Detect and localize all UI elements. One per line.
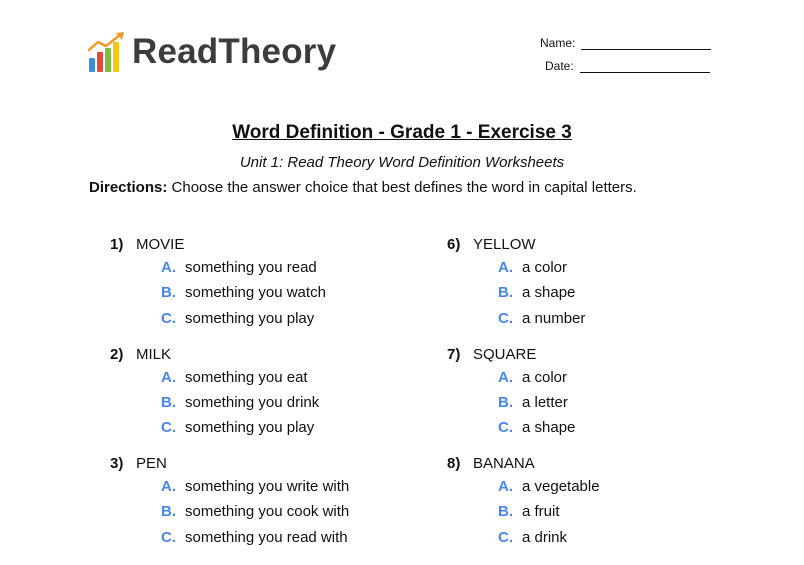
choice-letter: A.	[161, 259, 176, 276]
choice-text: a drink	[522, 528, 568, 546]
choice-letter: C.	[161, 528, 176, 546]
questions-right-column	[447, 236, 747, 565]
question-number: 6)	[447, 236, 461, 253]
choice-letter: C.	[161, 309, 176, 327]
question-number: 8)	[447, 455, 461, 472]
date-label: Date:	[545, 59, 574, 73]
choice-text: something you play	[185, 309, 315, 327]
question-word: BANANA	[473, 455, 535, 472]
choice-text: a letter	[522, 393, 568, 411]
choice-text: something you eat	[185, 368, 308, 386]
question-number: 1)	[110, 236, 124, 253]
question-6	[447, 236, 747, 346]
question-number: 7)	[447, 345, 461, 363]
question-word: MILK	[136, 345, 172, 363]
choice-letter: A.	[498, 478, 513, 495]
choice-c	[110, 310, 410, 335]
choice-text: a vegetable	[522, 478, 600, 495]
logo-bar-red	[97, 52, 103, 72]
question-word: PEN	[136, 455, 167, 472]
choice-letter: B.	[498, 503, 513, 521]
choice-a	[110, 369, 410, 394]
question-number: 2)	[110, 345, 124, 363]
choice-text: something you cook with	[185, 503, 350, 521]
date-field	[545, 59, 710, 73]
directions-label: Directions:	[89, 179, 168, 196]
choice-text: something you play	[185, 419, 315, 437]
choice-letter: B.	[161, 284, 176, 302]
question-word: MOVIE	[136, 236, 185, 253]
choice-b	[447, 503, 747, 528]
choice-letter: B.	[498, 393, 513, 411]
choice-text: something you watch	[185, 284, 326, 302]
choice-letter: A.	[498, 259, 513, 276]
choice-letter: C.	[498, 528, 513, 546]
choice-b	[447, 284, 747, 309]
question-number: 3)	[110, 455, 124, 472]
choice-letter: C.	[161, 419, 176, 437]
choice-text: a color	[522, 259, 568, 276]
choice-b	[447, 394, 747, 419]
worksheet-title: Word Definition - Grade 1 - Exercise 3	[232, 122, 572, 143]
choice-b	[110, 503, 410, 528]
choice-a	[447, 369, 747, 394]
questions-left-column	[110, 236, 410, 565]
choice-text: something you read	[185, 259, 317, 276]
worksheet-subtitle: Unit 1: Read Theory Word Definition Worksheets	[239, 154, 565, 171]
name-label: Name:	[540, 36, 576, 50]
choice-text: a shape	[522, 419, 576, 437]
choice-letter: B.	[498, 284, 513, 302]
question-8	[447, 455, 747, 565]
choice-b	[110, 394, 410, 419]
choice-text: something you drink	[185, 393, 320, 411]
logo-trend-line-icon	[88, 32, 126, 54]
choice-c	[447, 419, 747, 444]
question-2	[110, 346, 410, 456]
choice-letter: C.	[498, 419, 513, 437]
choice-a	[110, 259, 410, 284]
question-7	[447, 346, 747, 456]
question-word: SQUARE	[473, 345, 537, 363]
question-word: YELLOW	[473, 236, 536, 253]
choice-letter: B.	[161, 503, 176, 521]
choice-text: a number	[522, 309, 586, 327]
choice-a	[447, 259, 747, 284]
choice-letter: A.	[161, 368, 176, 386]
logo-bar-blue	[89, 58, 95, 72]
choice-letter: A.	[498, 368, 513, 386]
choice-c	[110, 529, 410, 554]
choice-b	[110, 284, 410, 309]
choice-c	[447, 310, 747, 335]
choice-text: something you write with	[185, 478, 350, 495]
choice-text: a shape	[522, 284, 576, 302]
choice-a	[447, 478, 747, 503]
readtheory-logo	[88, 32, 336, 72]
choice-letter: B.	[161, 393, 176, 411]
question-1	[110, 236, 410, 346]
name-line	[581, 37, 711, 50]
name-field	[540, 36, 711, 50]
choice-letter: A.	[161, 478, 176, 495]
choice-letter: C.	[498, 309, 513, 327]
question-3	[110, 455, 410, 565]
choice-text: a color	[522, 368, 568, 386]
choice-a	[110, 478, 410, 503]
choice-c	[447, 529, 747, 554]
directions-text: Choose the answer choice that best defines the word in capital letters.	[167, 179, 637, 196]
choice-text: a fruit	[522, 503, 560, 521]
choice-text: something you read with	[185, 528, 348, 546]
date-line	[580, 60, 710, 73]
bar-chart-logo-icon	[88, 32, 126, 72]
directions	[89, 179, 637, 196]
choice-c	[110, 419, 410, 444]
brand-name: ReadTheory	[132, 32, 337, 71]
